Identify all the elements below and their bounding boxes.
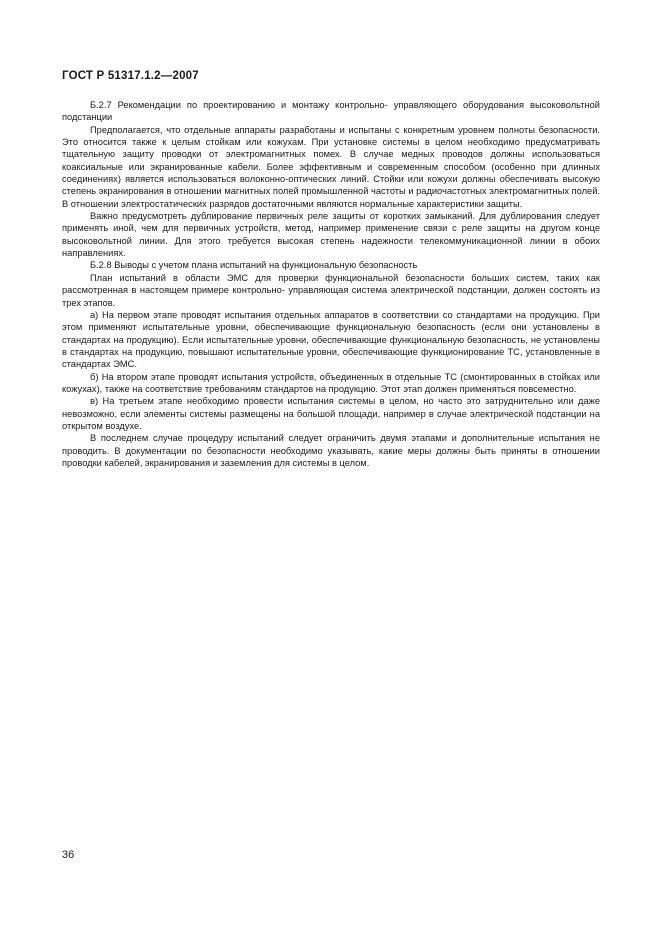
document-id-header: ГОСТ Р 51317.1.2—2007 [62, 70, 199, 82]
body-paragraph: Важно предусмотреть дублирование первичных реле защиты от коротких замыканий. Для дублирования следует применять иной, чем для первичных устройств, метод, например применение связи с реле защиты на другом конце высоковольтной линии. Для этого требуется высокая степень надежности телекоммуникационной линии в обоих направлениях. [62, 211, 600, 259]
document-body [62, 99, 600, 469]
list-item-b: б) На втором этапе проводят испытания устройств, объединенных в отдельные ТС (смонтированных в стойках или кожухах), также на соответствие требованиям стандартов на продукцию. Этот этап должен применяться повсеместно. [62, 371, 600, 394]
page-number: 36 [62, 849, 75, 861]
section-heading-b27: Б.2.7 Рекомендации по проектированию и монтажу контрольно- управляющего оборудования высоковольтной подстанции [62, 100, 600, 123]
list-item-a: а) На первом этапе проводят испытания отдельных аппаратов в соответствии со стандартами на продукцию. При этом применяют испытательные уровни, обеспечивающие функциональную безопасность (если они установлены в стандартах на продукцию). Если испытательные уровни, обеспечивающие функциональную безопасность, не установлены в стандартах на продукцию, повышают испытательные уровни, обеспечивающие функционирование ТС, установленные в стандартах ЭМС. [62, 309, 600, 370]
list-item-v: в) На третьем этапе необходимо провести испытания системы в целом, но часто это затруднительно или даже невозможно, если элементы системы размещены на большой площади, например в случае электрической подстанции на открытом воздухе. [62, 396, 600, 431]
body-paragraph: В последнем случае процедуру испытаний следует ограничить двумя этапами и дополнительные испытания не проводить. В документации по безопасности необходимо указывать, какие меры должны быть приняты в отношении проводки кабелей, экранирования и заземления для системы в целом. [62, 433, 600, 468]
body-paragraph: Предполагается, что отдельные аппараты разработаны и испытаны с конкретным уровнем полноты безопасности. Это относится также к целым стойкам или кожухам. При установке системы в целом необходимо предусматривать тщательную защиту проводки от электромагнитных помех. В случае медных проводов должны использоваться коаксиальные или экранированные кабели. Более эффективным и современным способом (особенно при длинных соединениях) является использоваться волоконно-оптических линий. Стойки или кожухи должны обеспечивать высокую степень экранирования в отношении магнитных полей промышленной частоты и радиочастотных электромагнитных полей. В отношении электростатических разрядов достаточными являются нормальные характеристики защиты. [62, 124, 600, 209]
body-paragraph: План испытаний в области ЭМС для проверки функциональной безопасности больших систем, таких как рассмотренная в настоящем примере контрольно- управляющая система электрической подстанции, должен состоять из трех этапов. [62, 272, 600, 308]
section-heading-b28: Б.2.8 Выводы с учетом плана испытаний на функциональную безопасность [90, 260, 418, 271]
